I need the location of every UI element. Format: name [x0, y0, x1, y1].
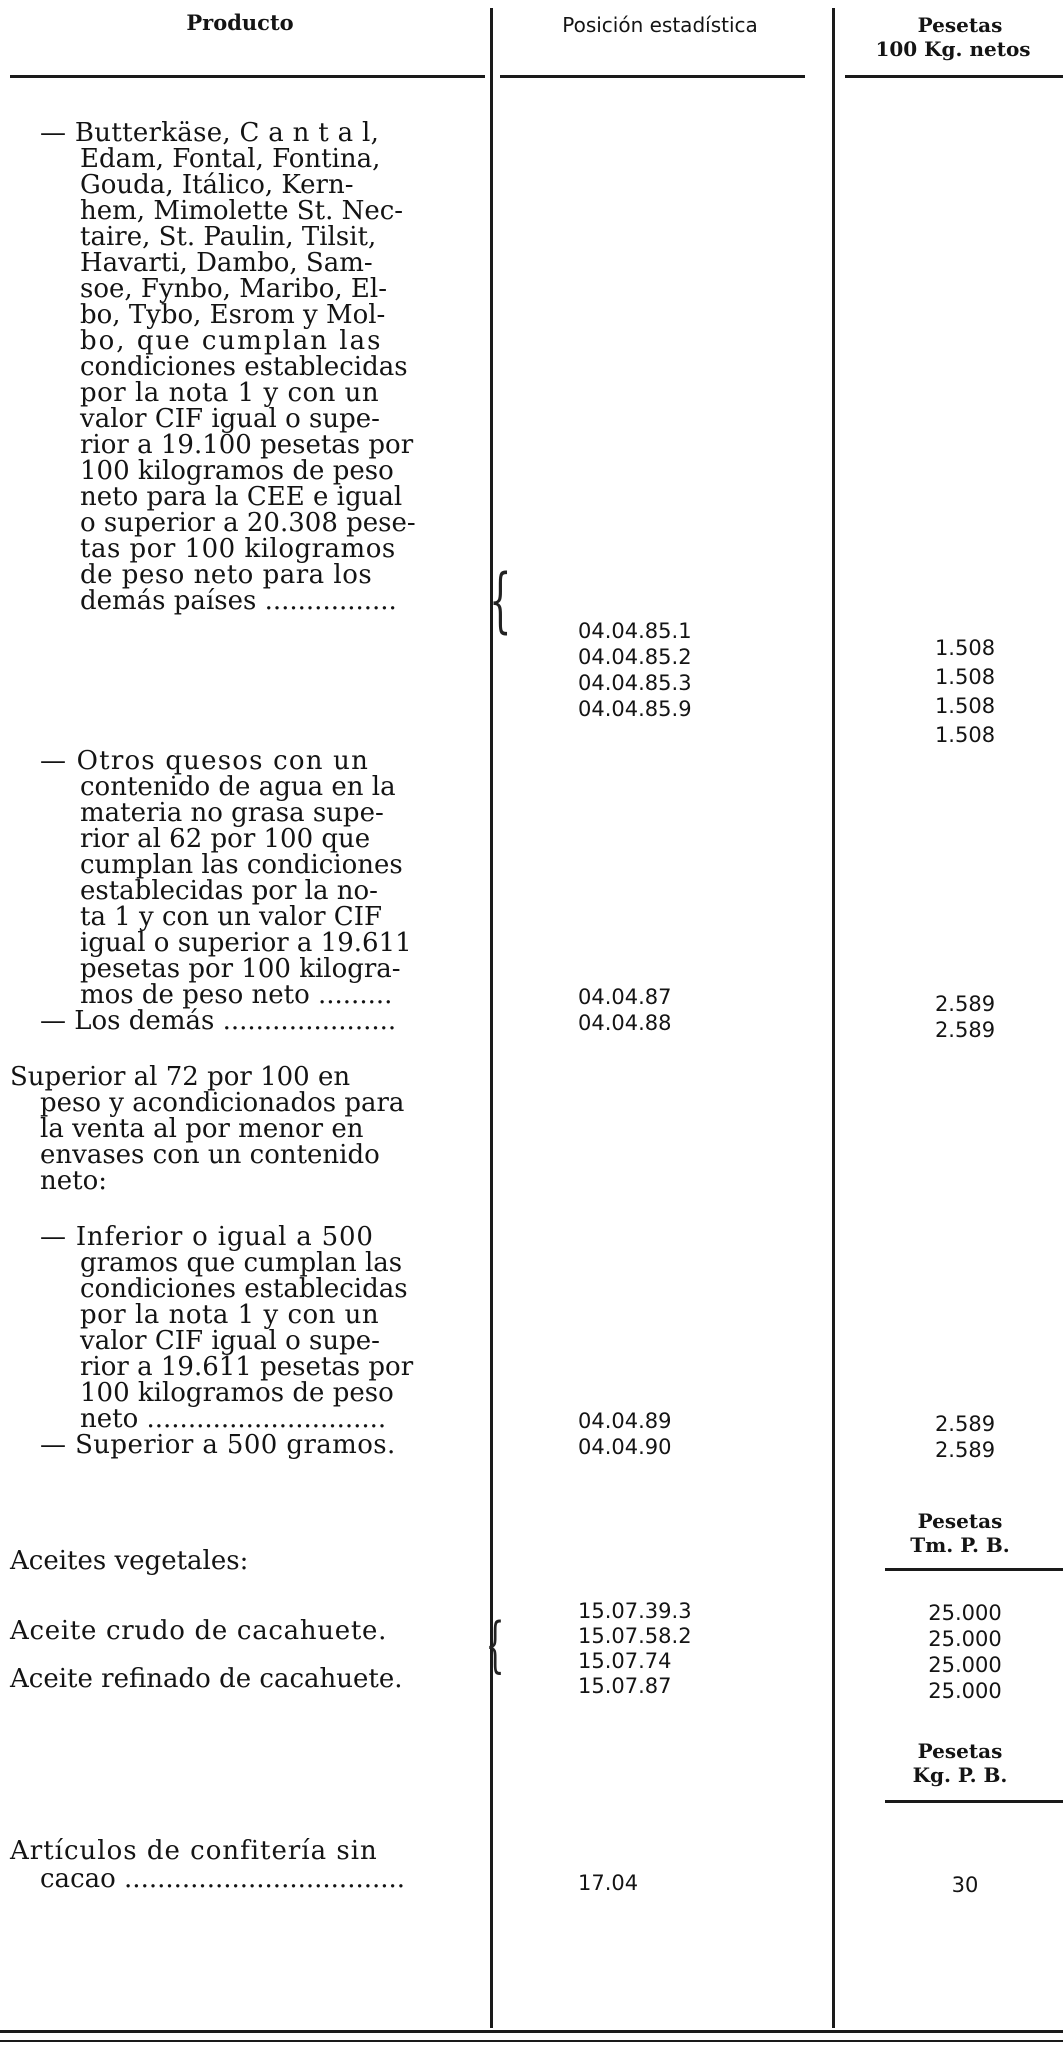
code-040485-3: 04.04.85.3 [578, 671, 692, 695]
text-line: 100 kilogramos de peso [80, 456, 394, 486]
text-line: condiciones establecidas [80, 1274, 408, 1304]
text-line: rior a 19.100 pesetas por [80, 430, 414, 460]
code-150774: 15.07.74 [578, 1649, 672, 1673]
text-line: — Otros quesos con un [40, 746, 370, 776]
unit-tm-pb: Tm. P. B. [910, 1533, 1010, 1557]
brace-aceites: { [485, 1610, 505, 1680]
value-block4-1: 2.589 [934, 1412, 996, 1436]
text-line: Havarti, Dambo, Sam- [80, 248, 373, 278]
text-line: neto: [40, 1166, 107, 1196]
brace-block1: { [489, 559, 512, 641]
value-confiteria: 30 [951, 1873, 979, 1897]
header-unit: 100 Kg. netos [875, 37, 1031, 61]
text-line: — Los demás ..................... [40, 1006, 397, 1036]
code-040490: 04.04.90 [578, 1435, 672, 1459]
text-line: taire, St. Paulin, Tilsit, [80, 222, 377, 252]
text-line: bo, Tybo, Esrom y Mol- [80, 300, 386, 330]
header-posicion: Posición estadística [562, 13, 758, 37]
value-aceite-2: 25.000 [928, 1627, 1002, 1651]
text-line: peso y acondicionados para [40, 1088, 405, 1118]
code-040489: 04.04.89 [578, 1409, 672, 1433]
text-line: hem, Mimolette St. Nec- [80, 196, 404, 226]
text-line: por la nota 1 y con un [80, 378, 380, 408]
code-1704: 17.04 [578, 1871, 639, 1895]
text-line: soe, Fynbo, Maribo, El- [80, 274, 387, 304]
value-block4-2: 2.589 [934, 1438, 996, 1462]
aceites-heading: Aceites vegetales: [10, 1546, 249, 1576]
text-line: rior a 19.611 pesetas por [80, 1352, 414, 1382]
unit-rule-tm [885, 1568, 1063, 1571]
text-line: por la nota 1 y con un [80, 1300, 380, 1330]
text-line: envases con un contenido [40, 1140, 380, 1170]
text-line: valor CIF igual o supe- [80, 404, 380, 434]
value-block2-2: 2.589 [934, 1018, 996, 1042]
text-line: — Butterkäse, C a n t a l, [40, 118, 380, 148]
column-divider-1 [490, 8, 493, 2028]
text-line: bo, que cumplan las [80, 326, 383, 356]
code-040487: 04.04.87 [578, 985, 672, 1009]
code-150758-2: 15.07.58.2 [578, 1624, 692, 1648]
value-block1-2: 1.508 [934, 665, 996, 689]
text-line: igual o superior a 19.611 [80, 928, 412, 958]
text-line: neto para la CEE e igual [80, 482, 403, 512]
text-line: — Superior a 500 gramos. [40, 1430, 396, 1460]
text-line: — Inferior o igual a 500 [40, 1222, 374, 1252]
text-line: cumplan las condiciones [80, 850, 403, 880]
code-040485-9: 04.04.85.9 [578, 697, 692, 721]
text-line: o superior a 20.308 pese- [80, 508, 416, 538]
code-040485-1: 04.04.85.1 [578, 619, 692, 643]
header-rule-1 [10, 75, 485, 78]
value-block1-4: 1.508 [934, 723, 996, 747]
header-rule-2 [500, 75, 805, 78]
unit-kg-pb: Kg. P. B. [912, 1763, 1008, 1787]
text-line: 100 kilogramos de peso [80, 1378, 394, 1408]
text-line: condiciones establecidas [80, 352, 408, 382]
unit-pesetas-kg: Pesetas [917, 1739, 1003, 1763]
text-line: establecidas por la no- [80, 876, 378, 906]
bottom-rule-2 [0, 2040, 1063, 2042]
header-producto: Producto [186, 10, 294, 35]
text-line: ta 1 y con un valor CIF [80, 902, 383, 932]
text-line: neto ............................. [80, 1404, 387, 1434]
text-line: demás países ................ [80, 586, 397, 616]
text-line: Superior al 72 por 100 en [10, 1062, 351, 1092]
value-aceite-3: 25.000 [928, 1653, 1002, 1677]
text-line: pesetas por 100 kilogra- [80, 954, 401, 984]
value-aceite-4: 25.000 [928, 1679, 1002, 1703]
code-040485-2: 04.04.85.2 [578, 645, 692, 669]
text-line: materia no grasa supe- [80, 798, 384, 828]
confiteria-line-1: Artículos de confitería sin [10, 1836, 378, 1866]
code-040488: 04.04.88 [578, 1011, 672, 1035]
text-line: valor CIF igual o supe- [80, 1326, 380, 1356]
text-line: la venta al por menor en [40, 1114, 364, 1144]
text-line: mos de peso neto ......... [80, 980, 393, 1010]
value-aceite-1: 25.000 [928, 1601, 1002, 1625]
text-line: Edam, Fontal, Fontina, [80, 144, 381, 174]
text-line: tas por 100 kilogramos [80, 534, 396, 564]
value-block1-1: 1.508 [934, 636, 996, 660]
bottom-rule-1 [0, 2030, 1063, 2033]
text-line: contenido de agua en la [80, 772, 396, 802]
code-150787: 15.07.87 [578, 1674, 672, 1698]
aceite-refinado: Aceite refinado de cacahuete. [10, 1664, 403, 1694]
column-divider-2 [832, 8, 835, 2028]
aceite-crudo: Aceite crudo de cacahuete. [10, 1616, 388, 1646]
text-line: de peso neto para los [80, 560, 373, 590]
confiteria-line-2: cacao .................................. [40, 1864, 406, 1894]
text-line: rior al 62 por 100 que [80, 824, 371, 854]
unit-pesetas-tm: Pesetas [917, 1509, 1003, 1533]
unit-rule-kg [885, 1800, 1063, 1803]
text-line: Gouda, Itálico, Kern- [80, 170, 354, 200]
header-rule-3 [845, 75, 1063, 78]
header-pesetas: Pesetas [917, 13, 1003, 37]
value-block2-1: 2.589 [934, 992, 996, 1016]
code-150739-3: 15.07.39.3 [578, 1599, 692, 1623]
value-block1-3: 1.508 [934, 694, 996, 718]
text-line: gramos que cumplan las [80, 1248, 403, 1278]
